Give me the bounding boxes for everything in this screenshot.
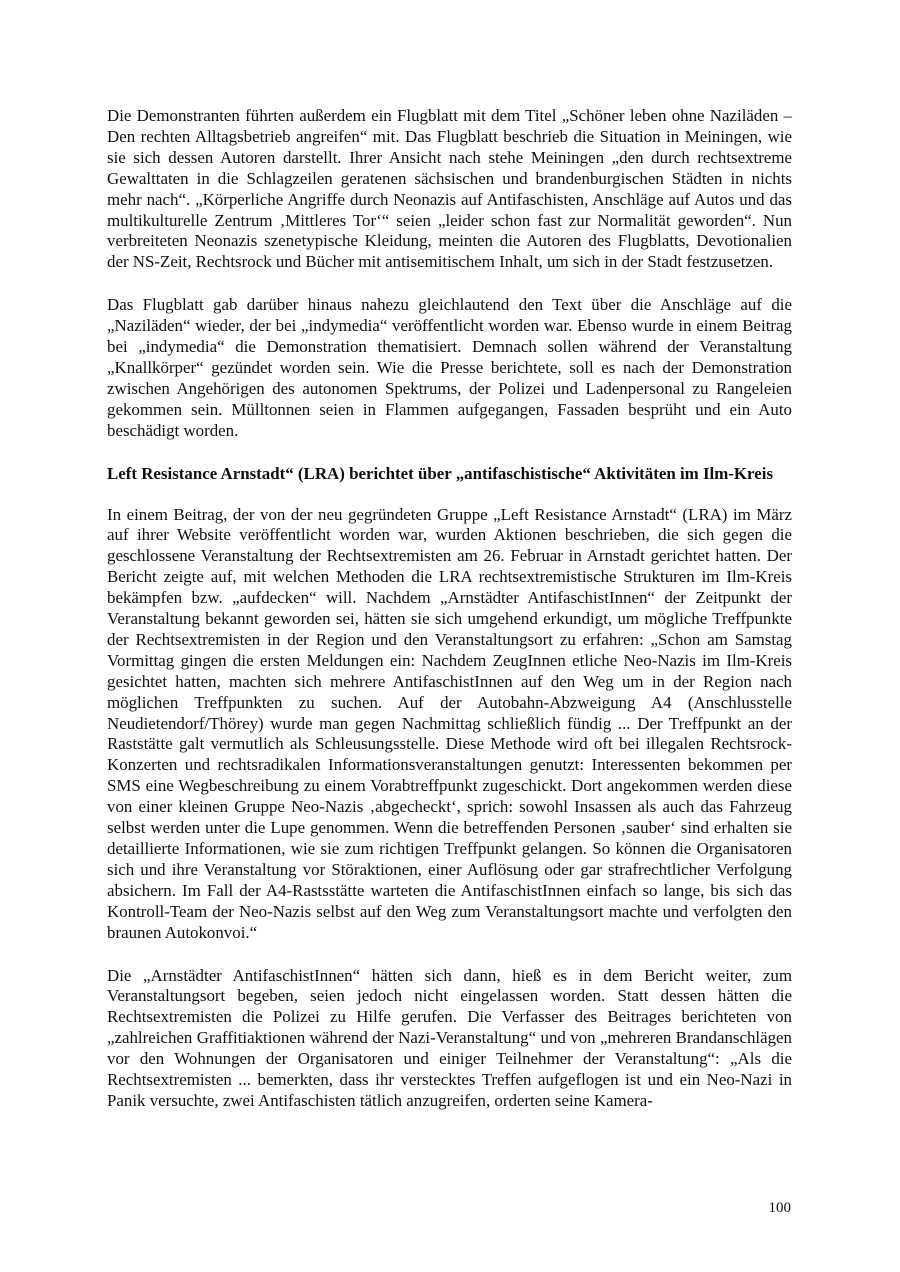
paragraph-indymedia: Das Flugblatt gab darüber hinaus nahezu gleichlautend den Text über die Anschläge auf die „Naziläden“ wieder, der bei „indymedia“ veröffentlicht worden war. Ebenso wurde in einem Beitrag bei „indymedia“ die Demonstration thematisiert. Demnach sollen während der Veranstaltung „Knallkörper“ gezündet worden sein. Wie die Presse berichtete, soll es nach der Demonstration zwischen Angehörigen des autonomen Spektrums, der Polizei und Ladenpersonal zu Rangeleien gekommen sein. Mülltonnen seien in Flammen aufgegangen, Fassaden besprüht und ein Auto beschädigt worden. [107, 295, 792, 440]
document-page [107, 106, 792, 1134]
paragraph-arnstaedter: Die „Arnstädter AntifaschistInnen“ hätten sich dann, hieß es in dem Bericht weiter, zum Veranstaltungsort begeben, seien jedoch nicht eingelassen worden. Statt dessen hätten die Rechtsextremisten die Polizei zu Hilfe gerufen. Die Verfasser des Beitrages berichteten von „zahlreichen Graffitiaktionen während der Nazi-Veranstaltung“ und von „mehreren Brandanschlägen vor den Wohnungen der Organisatoren und einiger Teilnehmer der Veranstaltung“: „Als die Rechtsextremisten ... bemerkten, dass ihr verstecktes Treffen aufgeflogen ist und ein Neo-Nazi in Panik versuchte, zwei Antifaschisten tätlich anzugreifen, orderten seine Kamera- [107, 965, 792, 1110]
section-heading: Left Resistance Arnstadt“ (LRA) berichtet über „antifaschistische“ Aktivitäten im Ilm-Kreis [107, 463, 774, 483]
paragraph-flugblatt: Die Demonstranten führten außerdem ein Flugblatt mit dem Titel „Schöner leben ohne Naziläden – Den rechten Alltagsbetrieb angreifen“ mit. Das Flugblatt beschrieb die Situation in Meiningen, wie sie sich dessen Autoren darstellt. Ihrer Ansicht nach stehe Meiningen „den durch rechtsextreme Gewalttaten in die Schlagzeilen geratenen sächsischen und brandenburgischen Städten in nichts mehr nach“. „Körperliche Angriffe durch Neonazis auf Antifaschisten, Anschläge auf Autos und das multikulturelle Zentrum ‚Mittleres Tor‘“ seien „leider schon fast zur Normalität geworden“. Nun verbreiteten Neonazis szenetypische Kleidung, meinten die Autoren des Flugblatts, Devotionalien der NS-Zeit, Rechtsrock und Bücher mit antisemitischem Inhalt, um sich in der Stadt festzusetzen. [107, 106, 792, 272]
page-number: 100 [768, 1200, 791, 1216]
paragraph-lra-report: In einem Beitrag, der von der neu gegründeten Gruppe „Left Resistance Arnstadt“ (LRA) im März auf ihrer Website veröffentlicht worden war, wurden Aktionen beschrieben, die sich gegen die geschlossene Veranstaltung der Rechtsextremisten am 26. Februar in Arnstadt gerichtet hatten. Der Bericht zeigte auf, mit welchen Methoden die LRA rechtsextremistische Strukturen im Ilm-Kreis bekämpfen bzw. „aufdecken“ will. Nachdem „Arnstädter AntifaschistInnen“ der Zeitpunkt der Veranstaltung bekannt geworden sei, hätten sie sich umgehend erkundigt, um mögliche Treffpunkte der Rechtsextremisten in der Region und den Veranstaltungsort zu erfahren: „Schon am Samstag Vormittag gingen die ersten Meldungen ein: Nachdem ZeugInnen etliche Neo-Nazis im Ilm-Kreis gesichtet hatten, machten sich mehrere AntifaschistInnen auf den Weg um in der Region nach möglichen Treffpunkten zu suchen. Auf der Autobahn-Abzweigung A4 (Anschlusstelle Neudietendorf/Thörey) wurde man gegen Nachmittag schließlich fündig ... Der Treffpunkt an der Raststätte galt vermutlich als Schleusungsstelle. Diese Methode wird oft bei illegalen Rechtsrock-Konzerten und rechtsradikalen Informationsveranstaltungen genutzt: Interessenten bekommen per SMS eine Wegbeschreibung zu einem Vorabtreffpunkt zugeschickt. Dort angekommen werden diese von einer kleinen Gruppe Neo-Nazis ‚abgecheckt‘, sprich: sowohl Insassen als auch das Fahrzeug selbst werden unter die Lupe genommen. Wenn die betreffenden Personen ‚sauber‘ sind erhalten sie detaillierte Informationen, wie sie zum richtigen Treffpunkt gelangen. So können die Organisatoren sich und ihre Veranstaltung vor Störaktionen, einer Auflösung oder gar strafrechtlicher Verfolgung absichern. Im Fall der A4-Rastsstätte warteten die AntifaschistInnen einfach so lange, bis sich das Kontroll-Team der Neo-Nazis selbst auf den Weg zum Veranstaltungsort machte und verfolgten den braunen Autokonvoi.“ [107, 504, 792, 942]
